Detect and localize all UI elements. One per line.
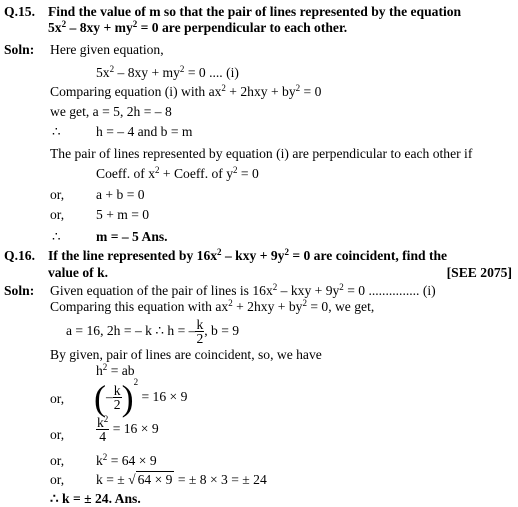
q16-h2-ab: $h^2$ = ab <box>96 362 135 378</box>
k2-over-4-fraction: $\frac{k^2}{4}$ <box>97 414 109 445</box>
q16-or4: or, <box>50 472 65 487</box>
q16-given: Given equation of the pair of lines is $16x^2$ – kxy + $9y^2 = 0$ ............... (i) <box>50 282 436 298</box>
q15-given: Here given equation, <box>50 42 164 57</box>
q16-question-line2: value of k. <box>48 265 109 280</box>
q16-final-answer: ∴ k = ± 24. Ans. <box>50 491 141 506</box>
q16-step4: k = ± √ 64 × 9 = ± 8 × 3 = ± 24 <box>96 472 267 487</box>
open-paren: ( <box>94 377 106 418</box>
q16-soln-label: Soln: <box>4 283 35 298</box>
q15-equation: $5x^2 - 8xy + my^2 = 0$ .... (i) <box>96 64 239 80</box>
q15-coeff: Coeff. of $x^2$ + Coeff. of $y^2 = 0$ <box>96 165 259 181</box>
q16-by-given: By given, pair of lines are coincident, so, we have <box>50 347 322 362</box>
q15-or2: or, <box>50 207 65 222</box>
q16-see-ref: [SEE 2075] <box>446 265 512 280</box>
q16-or3: or, <box>50 453 65 468</box>
q15-h-and-b: h = – 4 and b = m <box>96 124 193 139</box>
q16-step3: $k^2 = 64 \times 9$ <box>96 452 157 468</box>
q16-step2: $\frac{k^2}{4}$ = 16 × 9 <box>97 414 159 445</box>
close-paren: ) <box>121 377 134 418</box>
q15-perp-text: The pair of lines represented by equation (i) are perpendicular to each other if <box>50 146 473 161</box>
radical-sign-icon: √ <box>128 472 136 487</box>
neg-k-over-2-fraction: $\frac{k}{2}$ <box>113 383 121 413</box>
q15-therefore: ∴ <box>52 124 61 139</box>
q15-question-line1: Find the value of m so that the pair of lines represented by the equation <box>48 4 462 19</box>
q15-therefore2: ∴ <box>52 229 61 244</box>
square-root: √ 64 × 9 <box>128 472 173 487</box>
q16-values: a = 16, 2h = – k ∴ h = – $\frac{k}{2}$ , b = 9 <box>66 317 240 347</box>
q15-answer: m = – 5 Ans. <box>96 229 168 244</box>
q15-comparing: Comparing equation (i) with $ax^2 + 2hxy + by^2 = 0$ <box>50 83 322 99</box>
q16-label: Q.16. <box>4 248 35 263</box>
q16-or2: or, <box>50 427 65 442</box>
q15-soln-label: Soln: <box>4 42 35 57</box>
q16-comparing: Comparing this equation with $ax^2 + 2hxy + by^2 = 0$, we get, <box>50 298 375 314</box>
q15-label: Q.15. <box>4 4 35 19</box>
q16-question-line1: If the line represented by $16x^2$ – kxy + $9y^2 = 0$ are coincident, find the <box>48 247 448 263</box>
q16-step1: (– $\frac{k}{2}$ )$^2$ = 16 × 9 <box>94 377 188 418</box>
q15-or1: or, <box>50 187 65 202</box>
q15-question-line2: $5x^2 - 8xy + my^2 = 0$ are perpendicular to each other. <box>48 19 348 35</box>
q15-we-get: we get, a = 5, 2h = – 8 <box>50 104 172 119</box>
k-over-2-fraction: $\frac{k}{2}$ <box>196 317 204 347</box>
q16-or1: or, <box>50 391 65 406</box>
q15-step2: 5 + m = 0 <box>96 207 150 222</box>
q15-step1: a + b = 0 <box>96 187 145 202</box>
